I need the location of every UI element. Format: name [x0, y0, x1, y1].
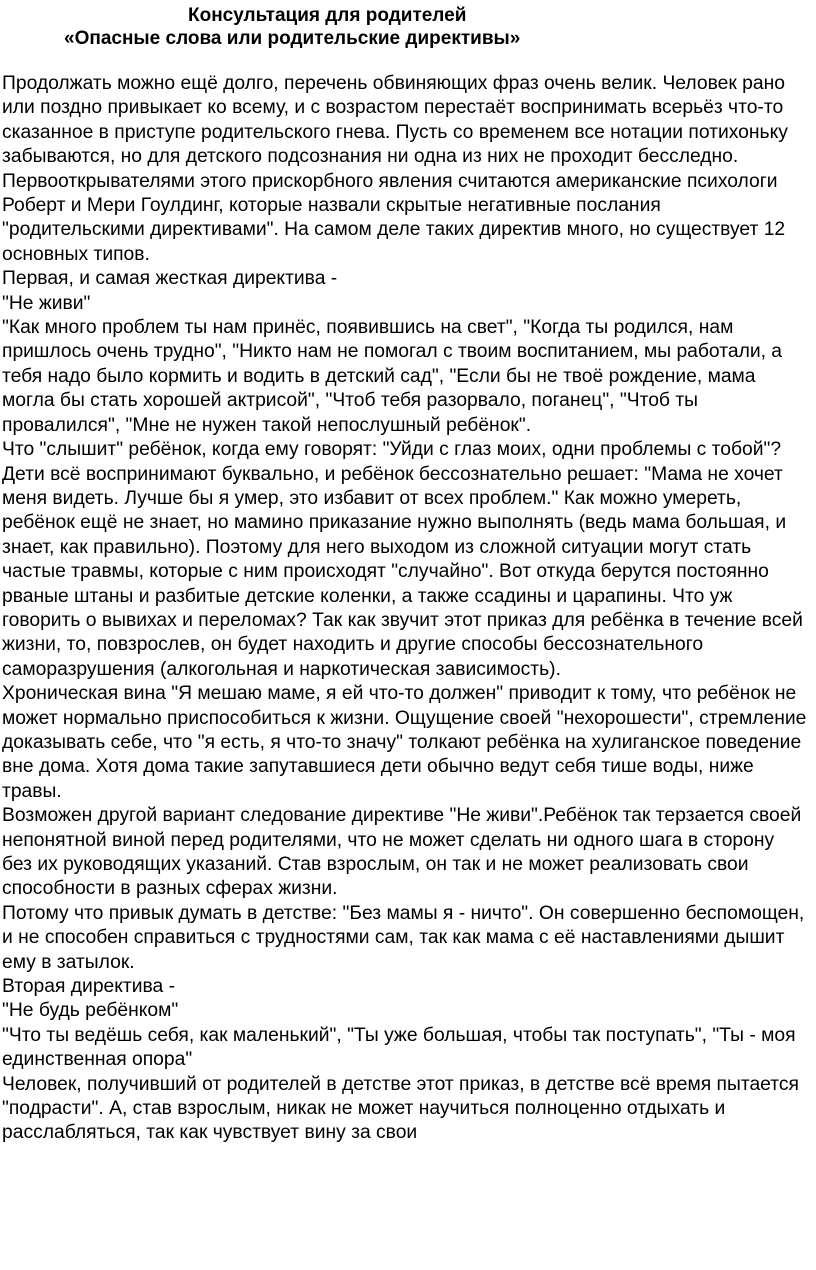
- document-body: [0, 72, 816, 1146]
- paragraph: "Что ты ведёшь себя, как маленький", "Ты уже большая, чтобы так поступать", "Ты - моя единственная опора": [2, 1024, 796, 1071]
- paragraph: "Как много проблем ты нам принёс, появившись на свет", "Когда ты родился, нам пришлось очень трудно", "Никто нам не помогал с твоим воспитанием, мы работали, а тебя надо было кормить и водить в детский сад", "Если бы не твоё рождение, мама могла бы стать хорошей актрисой", "Чтоб тебя разорвало, поганец", "Чтоб ты провалился", "Мне не нужен такой непослушный ребёнок".: [2, 317, 783, 436]
- document-header: [0, 4, 816, 50]
- paragraph: Потому что привык думать в детстве: "Без мамы я - ничто". Он совершенно беспомощен, и не способен справиться с трудностями сам, так как мама с её наставлениями дышит ему в затылок.: [2, 902, 805, 973]
- paragraph: Первооткрывателями этого прискорбного явления считаются американские психологи Роберт и Мери Гоулдинг, которые назвали скрытые негативные послания "родительскими директивами". На самом деле таких директив много, но существует 12 основных типов.: [2, 170, 786, 265]
- paragraph: Возможен другой вариант следование директиве "Не живи".Ребёнок так терзается своей непонятной виной перед родителями, что не может сделать ни одного шага в сторону без их руководящих указаний. Став взрослым, он так и не может реализовать свои способности в разных сферах жизни.: [2, 805, 802, 900]
- paragraph: "Не живи": [2, 292, 91, 314]
- paragraph: Продолжать можно ещё долго, перечень обвиняющих фраз очень велик. Человек рано или поздно привыкает ко всему, и с возрастом перестаёт воспринимать всерьёз что-то сказанное в приступе родительского гнева. Пусть со временем все нотации потихоньку забываются, но для детского подсознания ни одна из них не проходит бесследно.: [2, 73, 788, 168]
- paragraph: Что "слышит" ребёнок, когда ему говорят: "Уйди с глаз моих, одни проблемы с тобой"? Дети всё воспринимают буквально, и ребёнок бессознательно решает: "Мама не хочет меня видеть. Лучше бы я умер, это избавит от всех проблем." Как можно умереть, ребёнок ещё не знает, но мамино приказание нужно выполнять (ведь мама большая, и знает, как правильно). Поэтому для него выходом из сложной ситуации могут стать частые травмы, которые с ним происходят "случайно". Вот откуда берутся постоянно рваные штаны и разбитые детские коленки, а также ссадины и царапины. Что уж говорить о вывихах и переломах? Так как звучит этот приказ для ребёнка в течение всей жизни, то, повзрослев, он будет находить и другие способы бессознательного саморазрушения (алкогольная и наркотическая зависимость).: [2, 439, 803, 680]
- paragraph: "Не будь ребёнком": [2, 1000, 179, 1022]
- paragraph: Человек, получивший от родителей в детстве этот приказ, в детстве всё время пытается "подрасти". А, став взрослым, никак не может научиться полноценно отдыхать и расслабляться, так как чувствует вину за свои: [2, 1073, 799, 1144]
- paragraph: Хроническая вина "Я мешаю маме, я ей что-то должен" приводит к тому, что ребёнок не может нормально приспособиться к жизни. Ощущение своей "нехорошести", стремление доказывать себе, что "я есть, я что-то значу" толкают ребёнка на хулиганское поведение вне дома. Хотя дома такие запутавшиеся дети обычно ведут себя тише воды, ниже травы.: [2, 683, 807, 802]
- document-title: Консультация для родителей: [188, 5, 467, 26]
- paragraph: Первая, и самая жесткая директива -: [2, 268, 338, 290]
- document-subtitle: «Опасные слова или родительские директивы»: [64, 28, 521, 49]
- paragraph: Вторая директива -: [2, 976, 176, 998]
